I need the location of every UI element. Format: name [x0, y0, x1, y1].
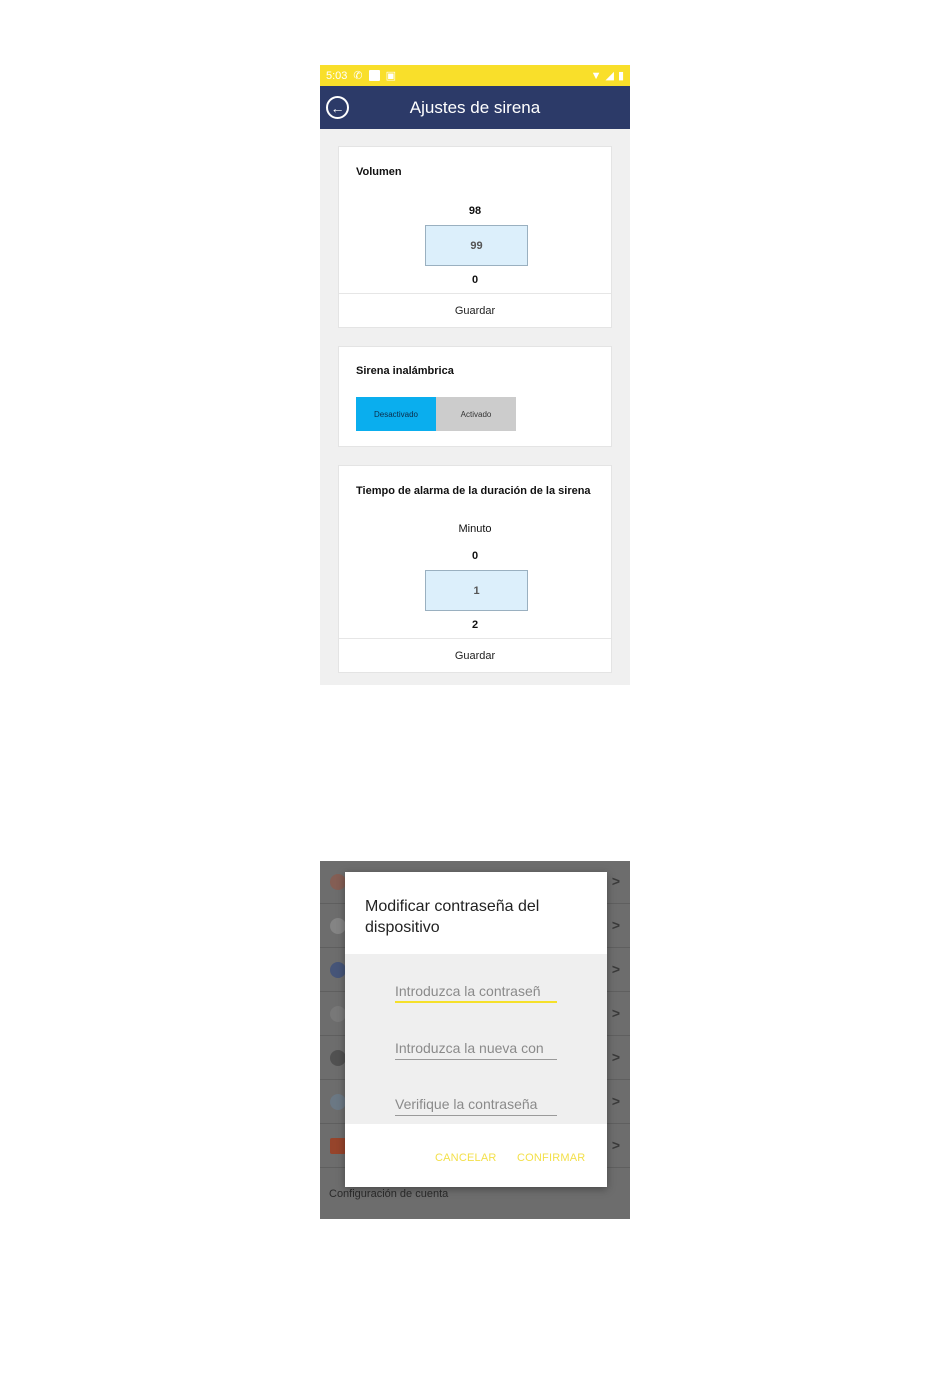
chevron-right-icon: > — [611, 961, 620, 977]
duration-picker-selected-value: 1 — [473, 584, 480, 597]
siren-settings-screen — [320, 65, 630, 685]
volume-picker-selected-value: 99 — [470, 239, 483, 252]
volume-save-button[interactable]: Guardar — [454, 305, 496, 317]
wifi-icon: ▼ — [590, 69, 602, 82]
device-icon — [330, 1094, 346, 1110]
chevron-right-icon: > — [611, 1137, 620, 1153]
phone-icon — [330, 874, 346, 890]
whatsapp-icon: ✆ — [353, 70, 363, 82]
duration-picker-selected[interactable] — [425, 570, 528, 611]
account-settings-label[interactable]: Configuración de cuenta — [329, 1188, 449, 1200]
sms-icon — [330, 918, 346, 934]
image-notification-icon: ▣ — [385, 70, 397, 82]
wireless-siren-card — [338, 346, 612, 447]
change-password-dialog — [345, 872, 607, 1187]
dialog-body — [345, 954, 607, 1124]
duration-picker-below[interactable]: 2 — [471, 619, 479, 631]
verify-password-field[interactable]: Verifique la contraseña — [395, 1094, 557, 1116]
chevron-right-icon: > — [611, 917, 620, 933]
clock-icon — [330, 1006, 346, 1022]
siren-icon — [330, 1138, 346, 1154]
chevron-right-icon: > — [611, 1005, 620, 1021]
cancel-button[interactable]: CANCELAR — [435, 1152, 497, 1164]
volume-card — [338, 146, 612, 328]
page-title: Ajustes de sirena — [409, 97, 541, 117]
change-password-screen — [320, 861, 630, 1219]
chevron-right-icon: > — [611, 873, 620, 889]
timer-icon — [330, 1050, 346, 1066]
confirm-button[interactable]: CONFIRMAR — [517, 1152, 586, 1164]
battery-icon: ▮ — [617, 70, 624, 82]
duration-picker-above[interactable]: 0 — [471, 550, 479, 562]
duration-save-button[interactable]: Guardar — [454, 650, 496, 662]
back-arrow-icon[interactable]: ← — [326, 96, 349, 119]
status-bar — [320, 65, 630, 86]
toggle-option-off[interactable]: Desactivado — [356, 397, 436, 431]
wireless-siren-toggle — [356, 397, 516, 431]
notification-icon — [369, 70, 380, 81]
new-password-field[interactable]: Introduzca la nueva con — [395, 1038, 557, 1060]
volume-picker-selected[interactable] — [425, 225, 528, 266]
siren-duration-title: Tiempo de alarma de la duración de la sirena — [356, 485, 591, 497]
app-bar — [320, 86, 630, 129]
divider — [339, 293, 611, 294]
chevron-right-icon: > — [611, 1049, 620, 1065]
volume-title: Volumen — [356, 166, 402, 178]
current-password-field[interactable]: Introduzca la contraseñ — [395, 981, 557, 1003]
status-time: 5:03 — [326, 69, 348, 82]
duration-unit-label: Minuto — [458, 523, 492, 535]
signal-icon: ◢ — [605, 70, 614, 82]
remote-icon — [330, 962, 346, 978]
chevron-right-icon: > — [611, 1093, 620, 1109]
siren-duration-card — [338, 465, 612, 673]
wireless-siren-title: Sirena inalámbrica — [356, 365, 454, 377]
volume-picker-below[interactable]: 0 — [471, 274, 479, 286]
volume-picker-above[interactable]: 98 — [468, 205, 482, 217]
toggle-option-on[interactable]: Activado — [436, 397, 516, 431]
dialog-title: Modificar contraseña del dispositivo — [365, 898, 540, 936]
divider — [339, 638, 611, 639]
